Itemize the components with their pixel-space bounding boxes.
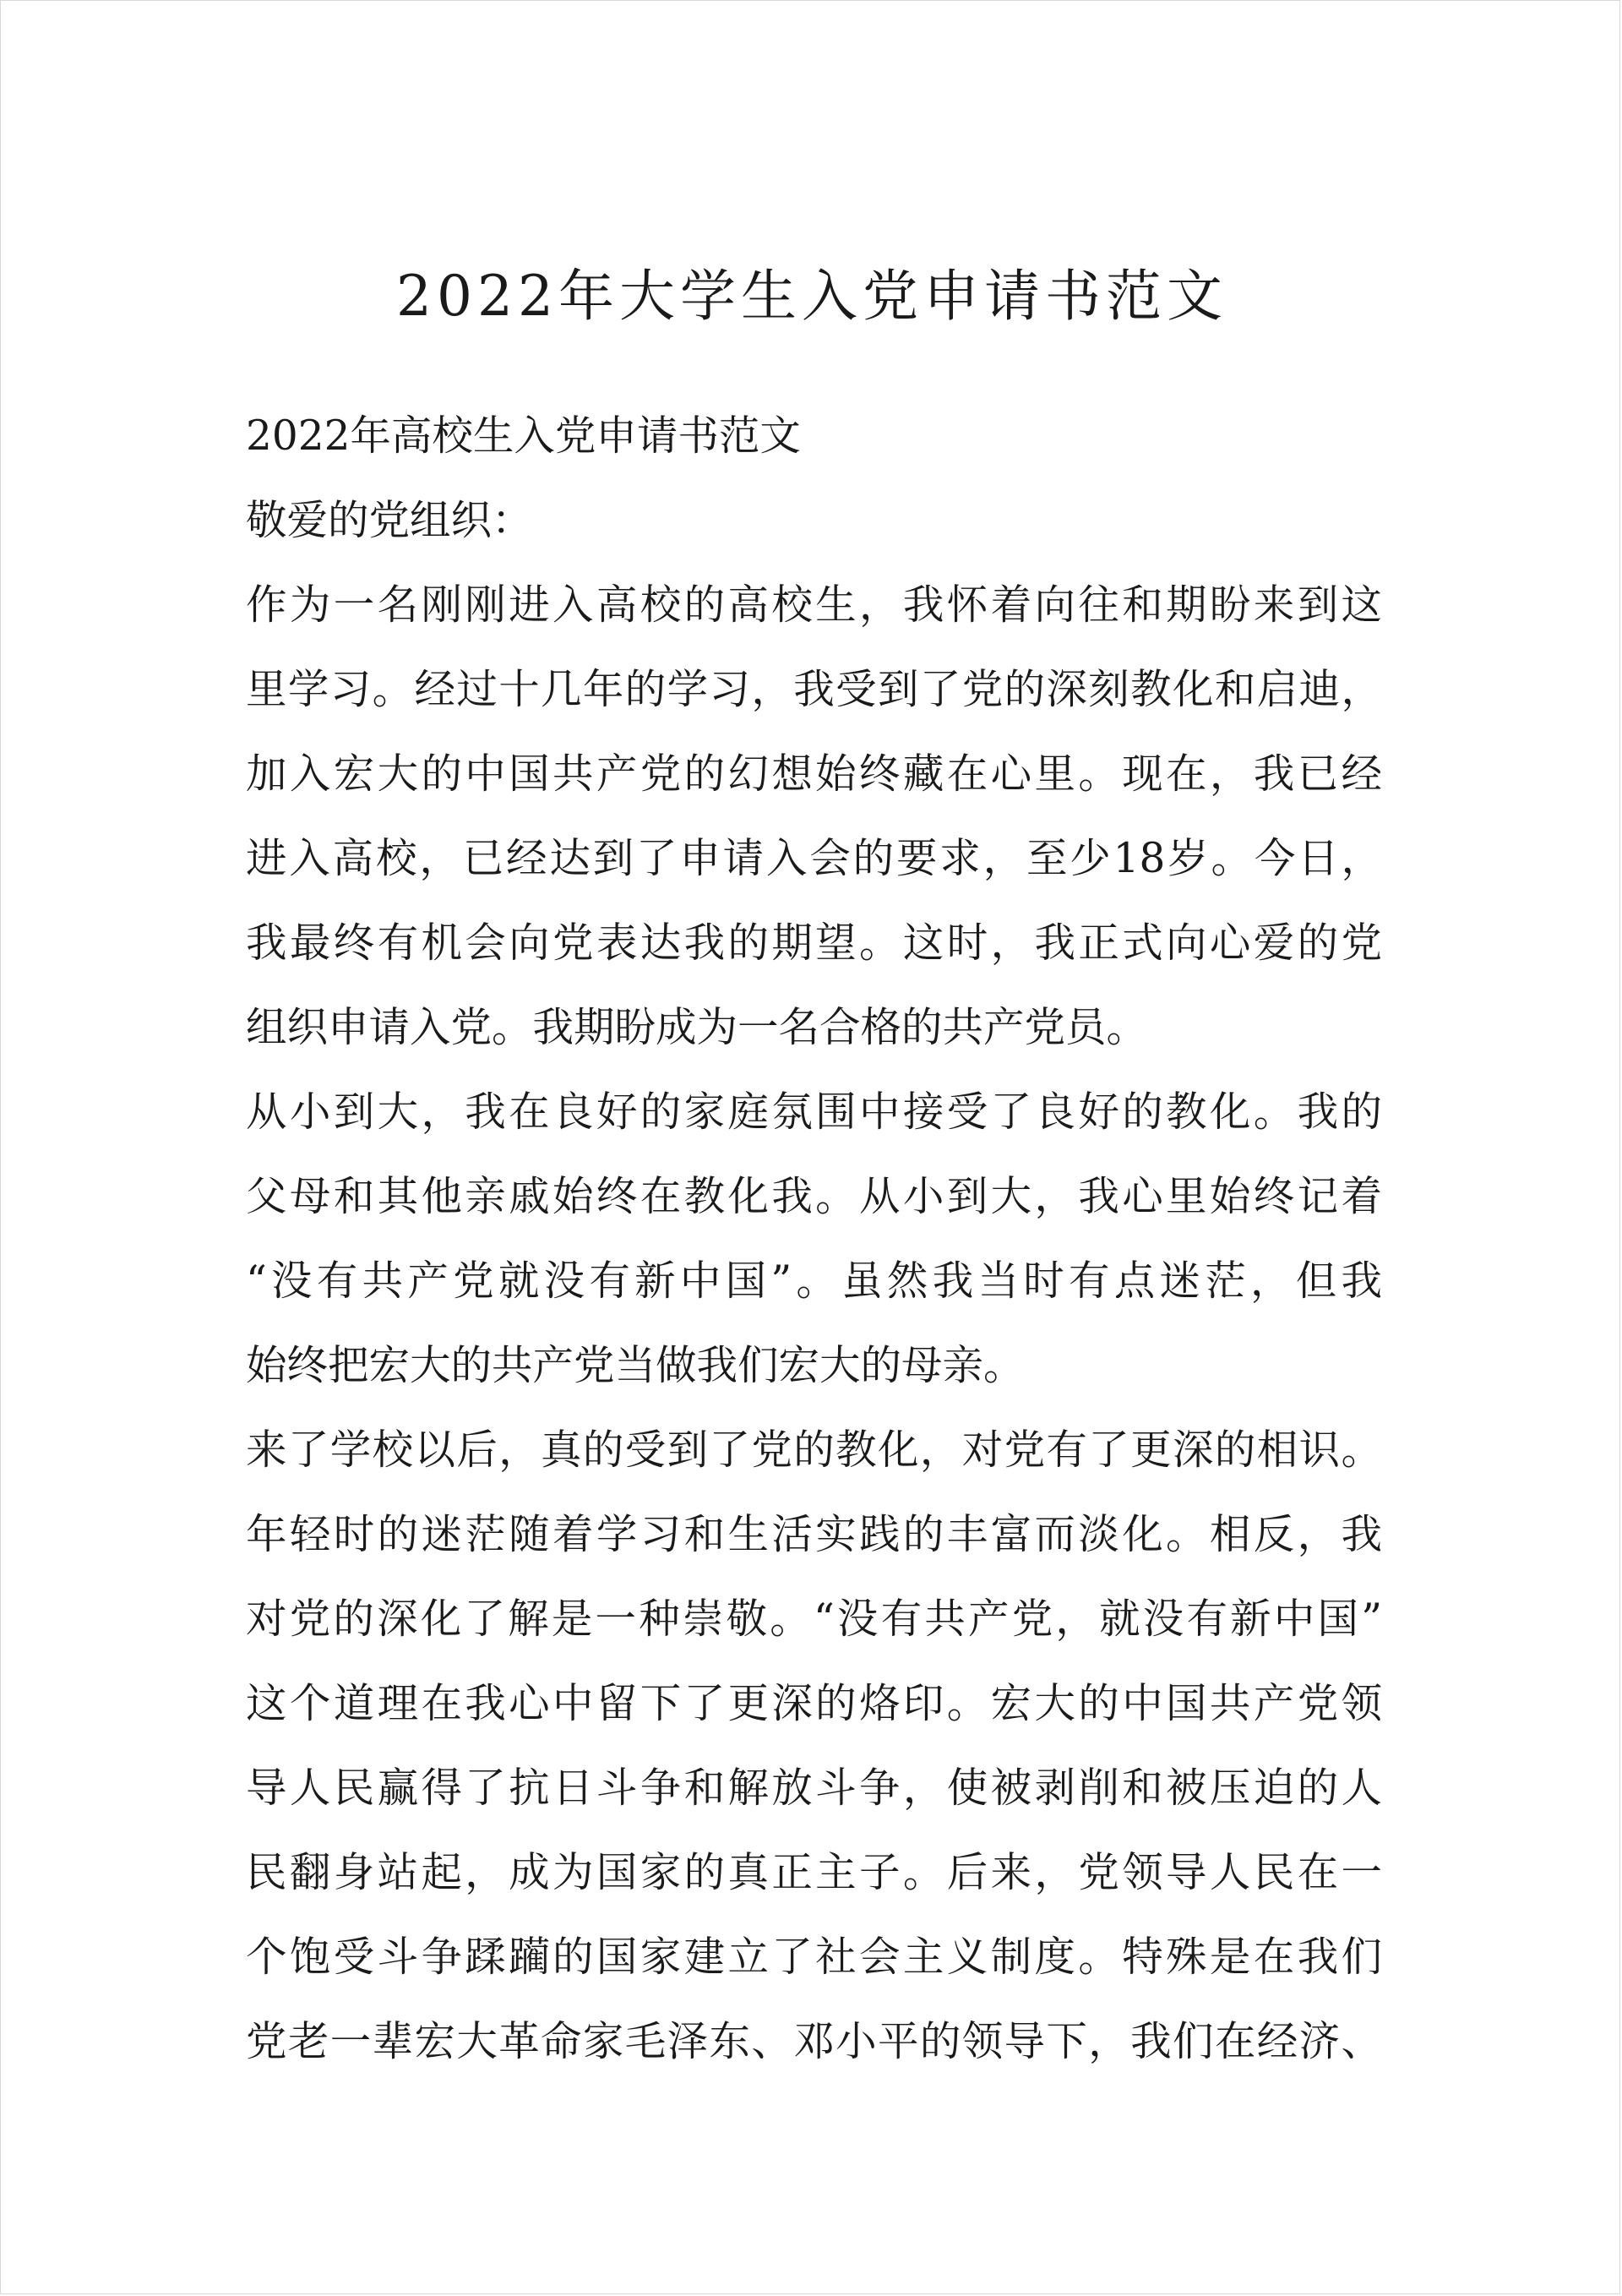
- paragraph-line: “没有共产党就没有新中国”。虽然我当时有点迷茫，但我: [246, 1257, 1382, 1305]
- paragraph-line: 个饱受斗争蹂躏的国家建立了社会主义制度。特殊是在我们: [246, 1933, 1382, 1981]
- paragraph-line: 始终把宏大的共产党当做我们宏大的母亲。: [246, 1342, 1025, 1389]
- paragraph-line: 进入高校，已经达到了申请入会的要求，至少18岁。今日，: [246, 835, 1382, 882]
- paragraph-line: 从小到大，我在良好的家庭氛围中接受了良好的教化。我的: [246, 1088, 1382, 1136]
- subtitle-line: 2022年高校生入党申请书范文: [246, 412, 801, 460]
- paragraph-line: 来了学校以后，真的受到了党的教化，对党有了更深的相识。: [246, 1426, 1382, 1474]
- paragraph-line: 里学习。经过十几年的学习，我受到了党的深刻教化和启迪，: [246, 666, 1382, 713]
- paragraph-line: 父母和其他亲戚始终在教化我。从小到大，我心里始终记着: [246, 1173, 1382, 1220]
- paragraph-line: 对党的深化了解是一种崇敬。“没有共产党，就没有新中国”: [246, 1595, 1382, 1643]
- paragraph-line: 我最终有机会向党表达我的期望。这时，我正式向心爱的党: [246, 919, 1382, 967]
- paragraph-line: 年轻时的迷茫随着学习和生活实践的丰富而淡化。相反，我: [246, 1511, 1382, 1558]
- document-title: 2022年大学生入党申请书范文: [396, 264, 1227, 329]
- document-body: [246, 394, 1382, 2084]
- paragraph-line: 加入宏大的中国共产党的幻想始终藏在心里。现在，我已经: [246, 750, 1382, 798]
- paragraph-line: 组织申请入党。我期盼成为一名合格的共产党员。: [246, 1004, 1148, 1051]
- paragraph-line: 民翻身站起，成为国家的真正主子。后来，党领导人民在一: [246, 1849, 1382, 1896]
- paragraph-line: 这个道理在我心中留下了更深的烙印。宏大的中国共产党领: [246, 1680, 1382, 1727]
- paragraph-line: 党老一辈宏大革命家毛泽东、邓小平的领导下，我们在经济、: [246, 2018, 1382, 2065]
- paragraph-line: 导人民赢得了抗日斗争和解放斗争，使被剥削和被压迫的人: [246, 1764, 1382, 1812]
- paragraph-line: 作为一名刚刚进入高校的高校生，我怀着向往和期盼来到这: [246, 581, 1382, 629]
- salutation-line: 敬爱的党组织：: [246, 497, 533, 544]
